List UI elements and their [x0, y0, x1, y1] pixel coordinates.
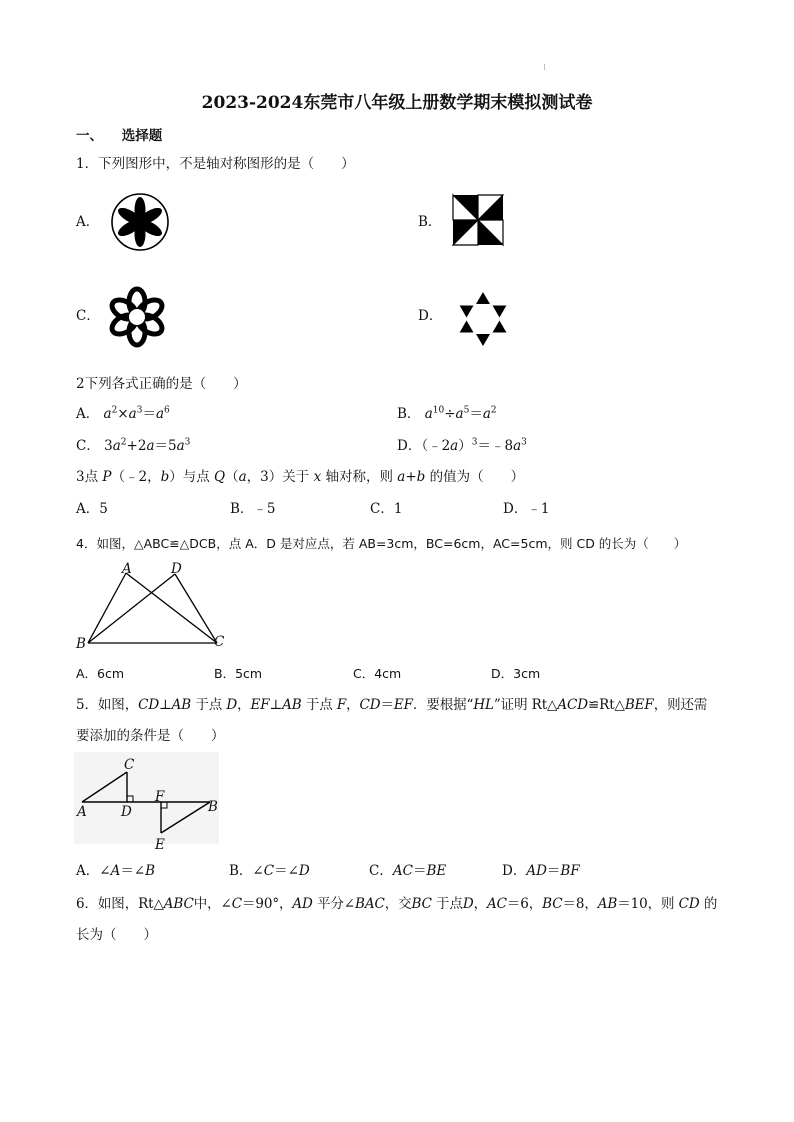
q3-stem: 3点 P（﹣2，b）与点 Q（a，3）关于 x 轴对称，则 a+b 的值为（ ）	[76, 469, 525, 485]
q1-option-d-label: D．	[418, 308, 443, 324]
q6-stem-line2: 长为（ ）	[76, 927, 157, 943]
q1-stem: 1．下列图形中，不是轴对称图形的是（ ）	[76, 156, 355, 172]
q5-stem-line1: 5．如图，CD⊥AB 于点 D，EF⊥AB 于点 F，CD＝EF．要根据“HL”证明 Rt△ACD≌Rt△BEF，则还需	[76, 697, 708, 713]
q5-label-a: A	[77, 804, 87, 820]
q5-option-a: A．∠A＝∠B	[76, 863, 156, 879]
q5-option-b: B．∠C＝∠D	[229, 863, 310, 879]
q4-option-a: A．6cm	[76, 666, 125, 681]
q3-option-a: A．5	[76, 501, 108, 517]
q1-option-c-label: C．	[76, 308, 100, 324]
section-title: 选择题	[121, 128, 163, 144]
q1-fig-a-flower-icon	[110, 193, 170, 251]
q2-option-c: C． $3a^2+2a=5a^3$	[76, 437, 191, 454]
q4-option-d: D．3cm	[491, 666, 541, 681]
q2-stem: 2下列各式正确的是（ ）	[76, 376, 247, 392]
q4-label-c: C	[214, 634, 225, 650]
q1-fig-d-star-icon	[454, 290, 512, 348]
q1-fig-c-hexafoil-icon	[107, 287, 167, 347]
q4-stem: 4．如图，△ABC≌△DCB，点 A．D 是对应点，若 AB=3cm，BC=6cm，AC=5cm，则 CD 的长为（ ）	[76, 536, 687, 551]
q2-option-a: A． $a^2\times a^3=a^6$	[76, 405, 170, 422]
q4-figure-triangles	[74, 560, 234, 652]
q4-option-c: C．4cm	[353, 666, 402, 681]
q5-option-d: D．AD＝BF	[502, 863, 580, 879]
q4-label-d: D	[171, 561, 182, 577]
q5-label-c: C	[124, 757, 135, 773]
q1-option-b-label: B．	[418, 214, 442, 230]
q2-option-d: D．$(﹣2a)^3=﹣8a^3$	[397, 437, 527, 454]
q5-label-f: F	[155, 789, 165, 805]
q5-label-e: E	[155, 837, 165, 853]
section-header	[76, 124, 162, 144]
q2-option-b: B． $a^{10}\div a^5=a^2$	[397, 405, 497, 422]
q4-option-b: B．5cm	[214, 666, 263, 681]
q5-label-d: D	[121, 804, 132, 820]
q6-stem-line1: 6．如图，Rt△ABC中，∠C＝90°，AD 平分∠BAC，交BC 于点D，AC＝6，BC＝8，AB＝10，则 CD 的	[76, 896, 718, 912]
q1-option-a-label: A．	[76, 214, 100, 230]
q3-option-c: C．1	[370, 501, 403, 517]
q5-label-b: B	[208, 799, 218, 815]
q5-stem-line2: 要添加的条件是（ ）	[76, 728, 225, 744]
q1-fig-b-pinwheel-icon	[453, 195, 503, 245]
q3-option-d: D．﹣1	[503, 501, 550, 517]
q3-option-b: B．﹣5	[230, 501, 276, 517]
scan-mark	[544, 64, 545, 70]
q4-label-a: A	[122, 561, 132, 577]
page-title: 2023-2024东莞市八年级上册数学期末模拟测试卷	[201, 93, 593, 113]
section-number: 一、	[76, 128, 103, 144]
q4-label-b: B	[76, 636, 86, 652]
q5-figure	[74, 752, 224, 844]
q5-option-c: C．AC＝BE	[369, 863, 447, 879]
